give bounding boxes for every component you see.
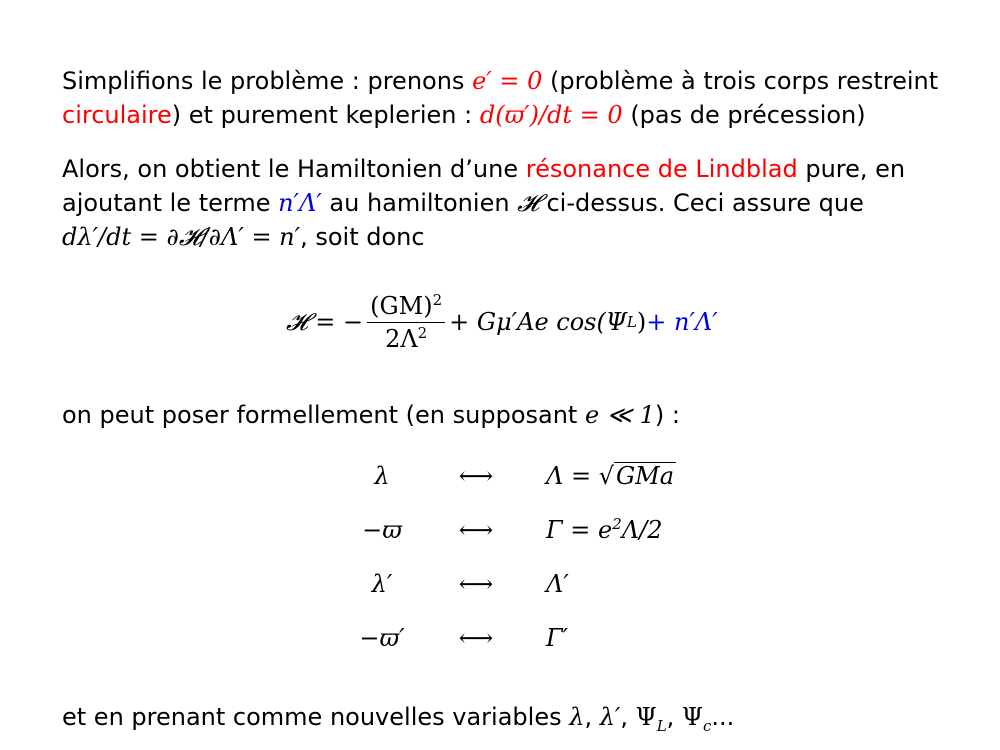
corr-arrow-2: ⟷ (458, 516, 494, 544)
p1-text-4: (pas de précession) (622, 101, 866, 129)
eq-lhs: 𝓗 = − (286, 308, 364, 336)
corr-arrow-4: ⟷ (458, 624, 494, 652)
paragraph-1 (62, 64, 942, 132)
p4-math-psi-c: Ψ (681, 703, 703, 731)
p3-text-2: ) : (654, 401, 680, 429)
slide: Simplifions le problème : prenons e′ = 0 (problème à trois corps restreint circulaire) et purement keplerien : d(ϖ′)/dt = 0 (pas de précession) Alors, on obtient le Hamiltonien d’une résonance de Lindblad pure, en ajoutant le terme n′Λ′ au hamiltonien 𝓗 ci-dessus. Ceci assure que dλ′/dt = ∂𝓗/∂Λ′ = n′, soit donc 𝓗 = − $\frac{(GM)^2}{2\Lambda^2}$ + Gμ′Ae cos(Ψ L ) + n′Λ′ on peut poser formellement (en supposant e ≪ 1) : λ ⟷ Λ = √GMa −ϖ ⟷ $\Gamma = e^2\Lambda/2$ λ′ ⟷ Λ′ −ϖ′ ⟷ Γ′ et en prenant comme nouvelles variables λ, λ′, $\Psi_L$, $\Psi_c$... (0, 0, 1000, 750)
p4-comma-2: , (620, 703, 636, 731)
p1-text-1: Simplifions le problème : prenons (62, 67, 473, 95)
p4-math-psi-L-sub: L (656, 717, 667, 735)
p2-text-6: , soit donc (300, 223, 425, 251)
corr-rhs-4: Γ′ (546, 624, 569, 652)
p4-comma-3: , (666, 703, 682, 731)
p2-red-phrase: résonance de Lindblad (525, 155, 798, 183)
p4-math-psi-c-sub: c (702, 717, 712, 735)
corr-rhs-1a: Λ = (546, 462, 599, 490)
corr-arrow-1: ⟷ (458, 462, 494, 490)
p1-math-precession: d(ϖ′)/dt = 0 (479, 101, 623, 129)
p2-math-derivative: dλ′/dt = ∂𝓗/∂Λ′ = n′ (62, 223, 301, 251)
p2-math-hamiltonian: 𝓗 (517, 189, 539, 217)
p2-math-term: n′Λ′ (278, 189, 322, 217)
eq-fraction (367, 292, 445, 353)
p1-text-2: (problème à trois corps restreint (542, 67, 939, 95)
corr-lhs-4: −ϖ′ (359, 624, 405, 652)
eq-numerator-exp: 2 (432, 290, 443, 309)
p2-text-1: Alors, on obtient le Hamiltonien d’une (62, 155, 526, 183)
p2-text-3: ajoutant le terme (62, 189, 279, 217)
p4-text-2: ... (711, 703, 735, 731)
eq-denominator-exp: 2 (417, 323, 428, 342)
p3-text-1: on peut poser formellement (en supposant (62, 401, 585, 429)
p3-math-e: e ≪ 1 (584, 401, 655, 429)
p1-math-eprime: e′ = 0 (472, 67, 543, 95)
p1-text-3: ) et purement keplerien : (171, 101, 480, 129)
eq-denominator: 2Λ (385, 324, 418, 353)
corr-rhs-2a: Γ = e (546, 516, 613, 544)
p4-math-lambda: λ (569, 703, 585, 731)
corr-lhs-3: λ′ (371, 570, 393, 598)
p4-comma-1: , (584, 703, 600, 731)
corr-lhs-2: −ϖ (362, 516, 402, 544)
corr-lhs-1: λ (374, 462, 390, 490)
p1-red-word: circulaire (62, 101, 172, 129)
paragraph-2 (62, 152, 942, 254)
corr-rhs-2-exp: 2 (612, 515, 622, 533)
p2-text-4: au hamiltonien (321, 189, 518, 217)
paragraph-4 (62, 700, 942, 734)
corr-arrow-3: ⟷ (458, 570, 494, 598)
corr-rhs-2b: Λ/2 (621, 516, 663, 544)
corr-rhs-3: Λ′ (546, 570, 569, 598)
p4-math-psi-L: Ψ (635, 703, 657, 731)
p2-text-5: ci-dessus. Ceci assure que (538, 189, 864, 217)
p4-math-lambda-prime: λ′ (599, 703, 621, 731)
hamiltonian-equation: 𝓗 = − $\frac{(GM)^2}{2\Lambda^2}$ + Gμ′Ae cos(Ψ L ) + n′Λ′ (286, 290, 718, 353)
corr-rhs-1-sqrt: GMa (616, 462, 675, 490)
eq-numerator: (GM) (370, 291, 433, 320)
p4-text-1: et en prenant comme nouvelles variables (62, 703, 570, 731)
paragraph-3 (62, 398, 942, 432)
p2-text-2: pure, en (797, 155, 906, 183)
eq-close: ) (636, 308, 647, 336)
eq-blue-term: + n′Λ′ (646, 308, 718, 336)
eq-middle: + Gμ′Ae cos(Ψ (449, 308, 627, 336)
